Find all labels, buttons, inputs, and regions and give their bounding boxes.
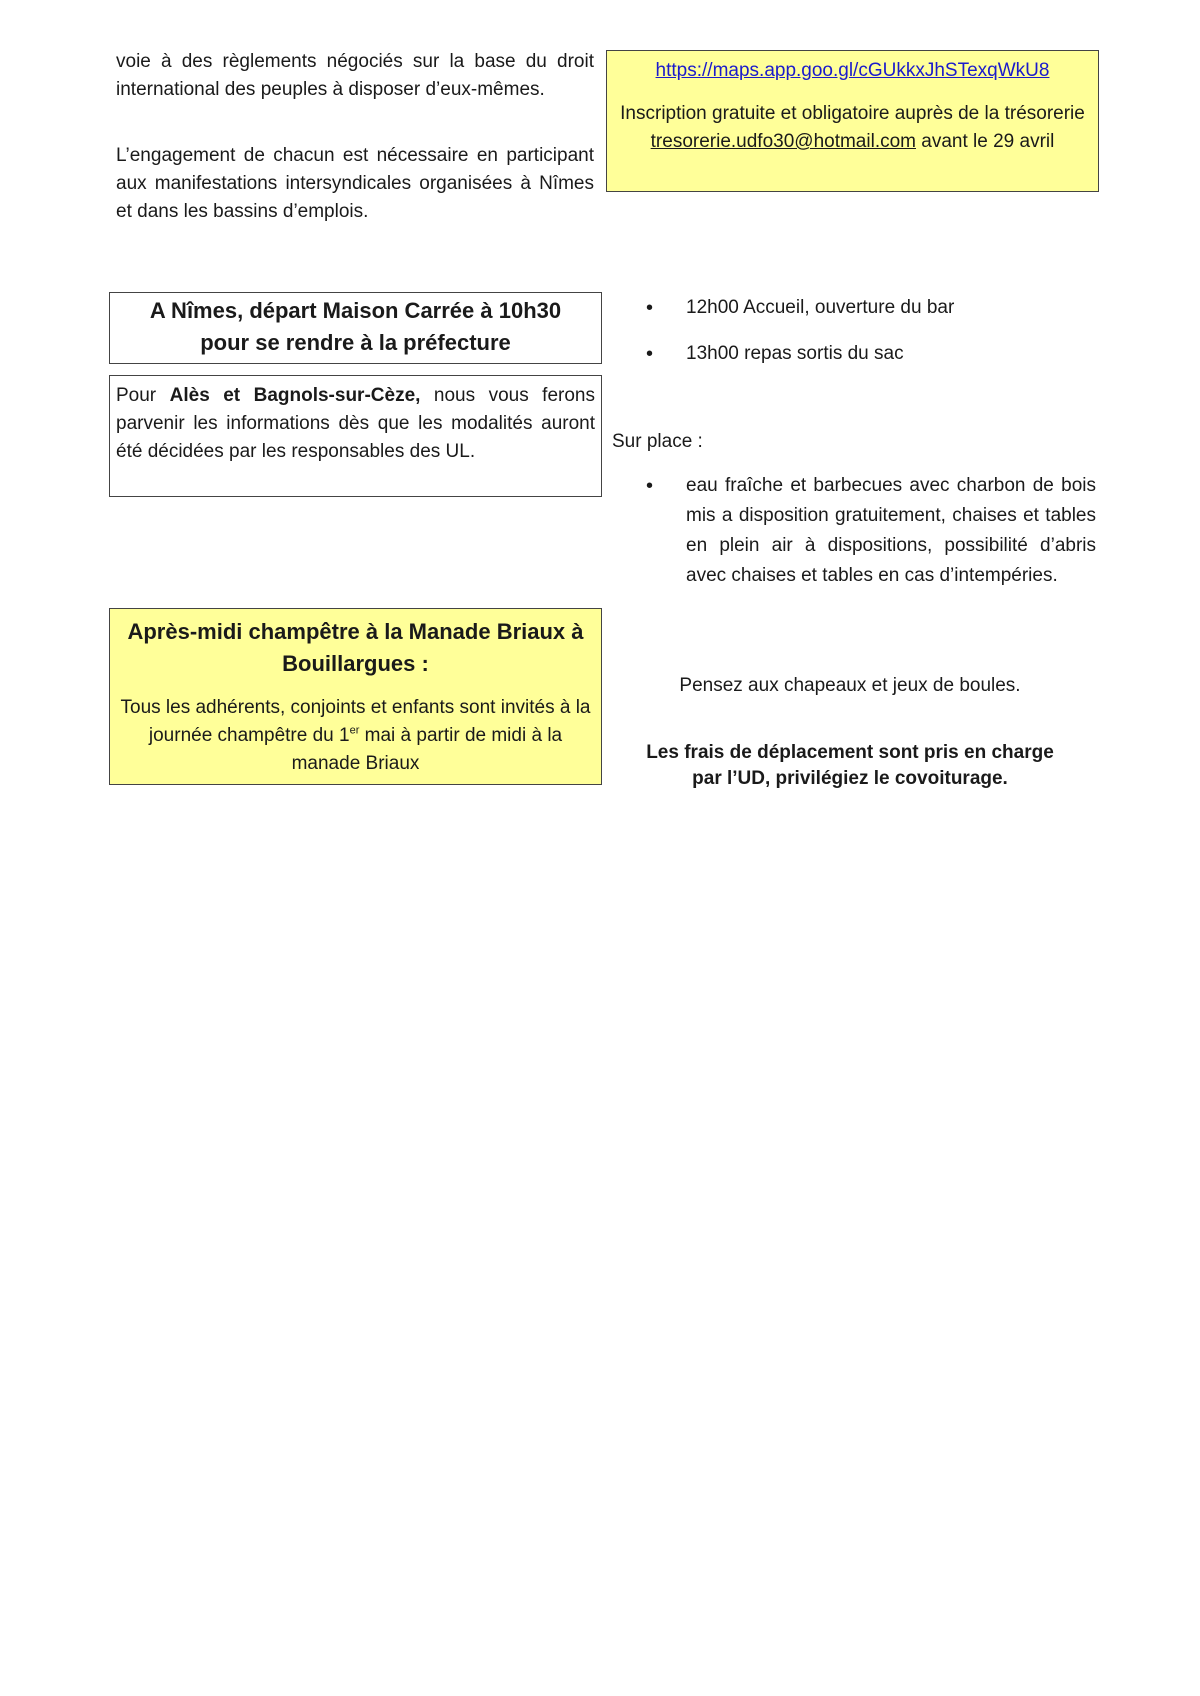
inscription-text [607,100,1098,156]
treasury-email-link[interactable]: tresorerie.udfo30@hotmail.com [650,131,916,152]
facilities-list [646,471,1096,591]
ales-prefix: Pour [116,385,170,406]
bullet-icon: • [646,343,654,365]
afternoon-text-end: mai à partir de midi à la manade Briaux [291,725,563,774]
travel-costs-line2: par l’UD, privilégiez le covoiturage. [692,768,1008,789]
nimes-departure-line1: A Nîmes, départ Maison Carrée à 10h30 [149,298,562,323]
afternoon-text [110,694,601,778]
engagement-paragraph: L’engagement de chacun est nécessaire en participant aux manifestations intersyndicales organisées à Nîmes et dans les bassins d’emplois. [116,145,594,222]
ales-bagnols-box [109,375,602,497]
on-site-label: Sur place : [612,431,703,452]
afternoon-text-superscript: er [349,724,360,737]
nimes-departure-box [109,292,602,364]
afternoon-text-start: Tous les adhérents, conjoints et enfants sont invités à la journée champêtre du 1 [120,697,591,746]
inscription-deadline: avant le 29 avril [916,131,1055,152]
ales-suffix: nous vous ferons parvenir les informations dès que les modalités auront été décidées par les responsables des UL. [116,385,595,462]
bullet-icon: • [646,297,654,319]
reminder-text: Pensez aux chapeaux et jeux de boules. [679,675,1021,696]
ales-bagnols-text [116,382,595,466]
travel-costs-line1: Les frais de déplacement sont pris en charge [646,742,1054,763]
list-item [646,339,1096,369]
inscription-start: Inscription gratuite et obligatoire auprès de la trésorerie [620,103,1085,124]
bullet-icon: • [646,475,654,497]
list-item [646,293,1096,323]
travel-costs-notice [606,740,1094,792]
schedule-item-text: 12h00 Accueil, ouverture du bar [686,297,955,318]
schedule-list [646,293,1096,385]
list-item [646,471,1096,591]
facilities-item-text: eau fraîche et barbecues avec charbon de bois mis a disposition gratuitement, chaises et tables en plein air à dispositions, possibilité d’abris avec chaises et tables en cas d’intempéries. [686,475,1096,586]
registration-box [606,50,1099,192]
afternoon-event-box [109,608,602,785]
nimes-departure-line2: pour se rendre à la préfecture [200,330,511,355]
ales-bagnols-towns: Alès et Bagnols-sur-Cèze, [169,385,421,406]
afternoon-title: Après-midi champêtre à la Manade Briaux à Bouillargues : [127,619,584,676]
maps-link[interactable]: https://maps.app.goo.gl/cGUkkxJhSTexqWkU8 [655,60,1050,81]
intro-paragraph-end: voie à des règlements négociés sur la base du droit international des peuples à disposer d’eux-mêmes. [116,51,594,100]
schedule-item-text: 13h00 repas sortis du sac [686,343,904,364]
